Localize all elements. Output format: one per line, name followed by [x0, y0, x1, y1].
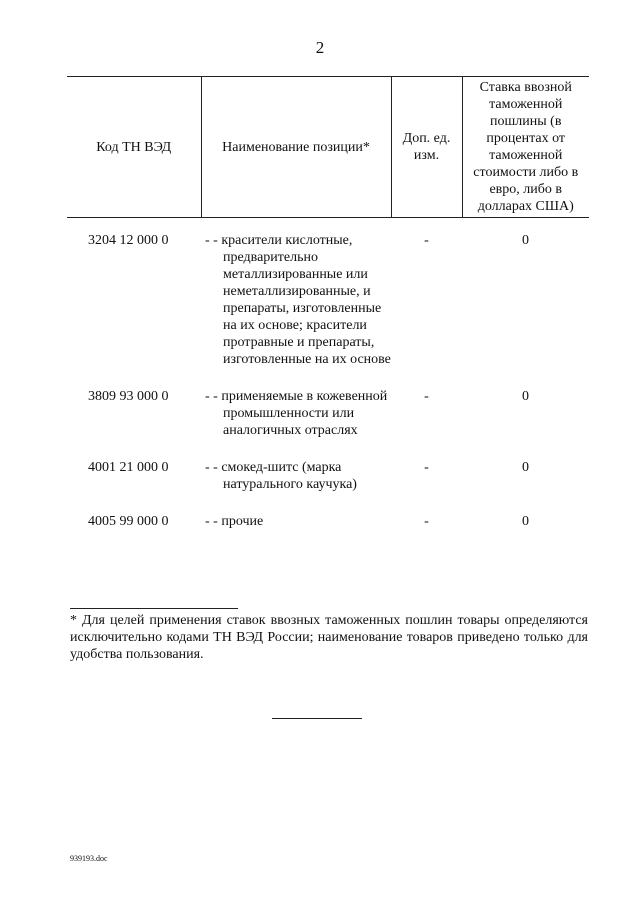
footnote: * Для целей применения ставок ввозных таможенных пошлин товары определяются исключительно кодами ТН ВЭД России; наименование товаров приведено только для удобства пользования. — [70, 613, 588, 662]
header-rate: Ставка ввозной таможенной пошлины (в процентах от таможенной стоимости либо в евро, либо в долларах США) — [462, 77, 589, 218]
row-rate: 0 — [522, 514, 529, 529]
row-code: 3809 93 000 0 — [88, 389, 169, 404]
row-code: 4005 99 000 0 — [88, 514, 169, 529]
row-unit: - — [424, 514, 429, 529]
row-rate: 0 — [522, 389, 529, 404]
page-number: 2 — [315, 38, 325, 57]
row-rate: 0 — [522, 460, 529, 475]
footnote-divider — [70, 608, 238, 609]
header-code: Код ТН ВЭД — [67, 77, 201, 218]
row-name: - - красители кислотные, предварительно металлизированные или неметаллизированные, и препараты, изготовленные на их основе; красители протравные и препараты, изготовленные на их основе — [205, 233, 391, 367]
row-unit: - — [424, 233, 429, 248]
row-code: 3204 12 000 0 — [88, 233, 169, 248]
row-unit: - — [424, 460, 429, 475]
end-divider — [272, 718, 362, 719]
row-rate: 0 — [522, 233, 529, 248]
document-id: 939193.doc — [70, 854, 108, 863]
table-row — [67, 218, 589, 369]
tariff-table — [67, 76, 589, 530]
header-name: Наименование позиции* — [201, 77, 391, 218]
row-name: - - прочие — [205, 514, 264, 529]
row-unit: - — [424, 389, 429, 404]
header-unit: Доп. ед. изм. — [391, 77, 462, 218]
row-name: - - применяемые в кожевенной промышленности или аналогичных отраслях — [205, 389, 388, 438]
row-code: 4001 21 000 0 — [88, 460, 169, 475]
row-name: - - смокед-шитс (марка натурального каучука) — [205, 460, 357, 492]
table-header-row — [67, 77, 589, 218]
table-row — [67, 368, 589, 439]
table-row — [67, 493, 589, 530]
table-row — [67, 439, 589, 493]
